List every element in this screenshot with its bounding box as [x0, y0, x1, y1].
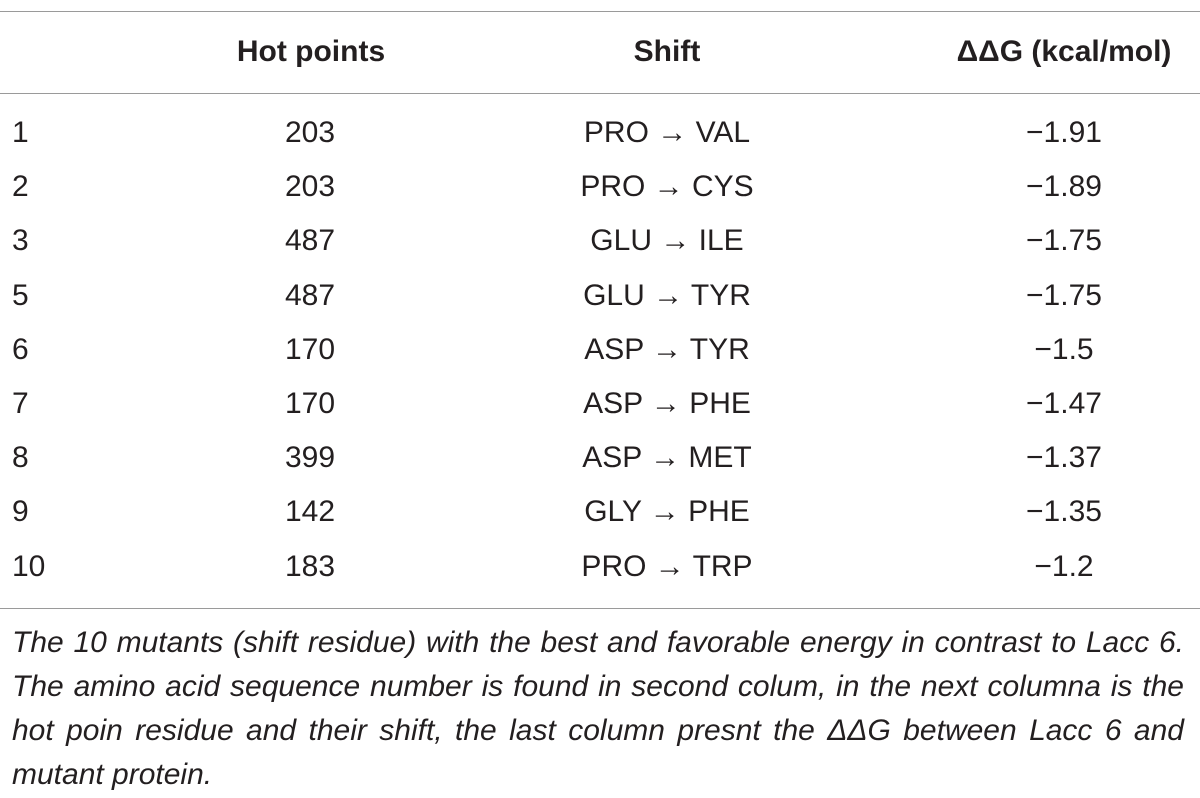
- cell-shift: PRO → CYS: [580, 170, 754, 203]
- cell-shift: GLU → TYR: [583, 279, 751, 312]
- header-ddg: ΔΔG (kcal/mol): [956, 35, 1172, 68]
- cell-shift: ASP → PHE: [583, 387, 751, 420]
- cell-id: 8: [12, 441, 29, 474]
- cell-ddg: −1.75: [1026, 279, 1102, 312]
- cell-hot-point: 170: [284, 387, 336, 420]
- cell-ddg: −1.2: [1034, 550, 1094, 583]
- cell-shift: GLU → ILE: [590, 224, 744, 257]
- table-header-rule: [0, 93, 1200, 94]
- cell-id: 10: [12, 550, 46, 583]
- cell-hot-point: 142: [284, 495, 336, 528]
- cell-ddg: −1.35: [1026, 495, 1102, 528]
- cell-id: 2: [12, 170, 29, 203]
- cell-shift: GLY → PHE: [584, 495, 750, 528]
- cell-ddg: −1.89: [1026, 170, 1102, 203]
- cell-shift: PRO → TRP: [581, 550, 753, 583]
- cell-id: 1: [12, 116, 29, 149]
- cell-ddg: −1.91: [1026, 116, 1102, 149]
- cell-hot-point: 203: [284, 170, 336, 203]
- cell-ddg: −1.5: [1034, 333, 1094, 366]
- table-bottom-rule: [0, 608, 1200, 609]
- cell-id: 7: [12, 387, 29, 420]
- cell-hot-point: 399: [284, 441, 336, 474]
- cell-shift: ASP → TYR: [584, 333, 750, 366]
- table-top-rule: [0, 11, 1200, 12]
- cell-shift: PRO → VAL: [583, 116, 751, 149]
- header-hot-points: Hot points: [236, 35, 386, 68]
- table-caption: The 10 mutants (shift residue) with the best and favorable energy in contrast to Lacc 6. The amino acid sequence number is found in second colum, in the next columna is the hot poin residue and their shift, the last column presnt the ΔΔG between Lacc 6 and mutant protein.: [12, 626, 1184, 791]
- cell-ddg: −1.37: [1026, 441, 1102, 474]
- cell-id: 9: [12, 495, 29, 528]
- cell-hot-point: 183: [284, 550, 336, 583]
- cell-ddg: −1.47: [1026, 387, 1102, 420]
- cell-ddg: −1.75: [1026, 224, 1102, 257]
- cell-hot-point: 203: [284, 116, 336, 149]
- cell-hot-point: 170: [284, 333, 336, 366]
- cell-id: 5: [12, 279, 29, 312]
- cell-id: 3: [12, 224, 29, 257]
- cell-id: 6: [12, 333, 29, 366]
- cell-hot-point: 487: [284, 279, 336, 312]
- header-shift: Shift: [633, 35, 701, 68]
- cell-shift: ASP → MET: [582, 441, 752, 474]
- cell-hot-point: 487: [284, 224, 336, 257]
